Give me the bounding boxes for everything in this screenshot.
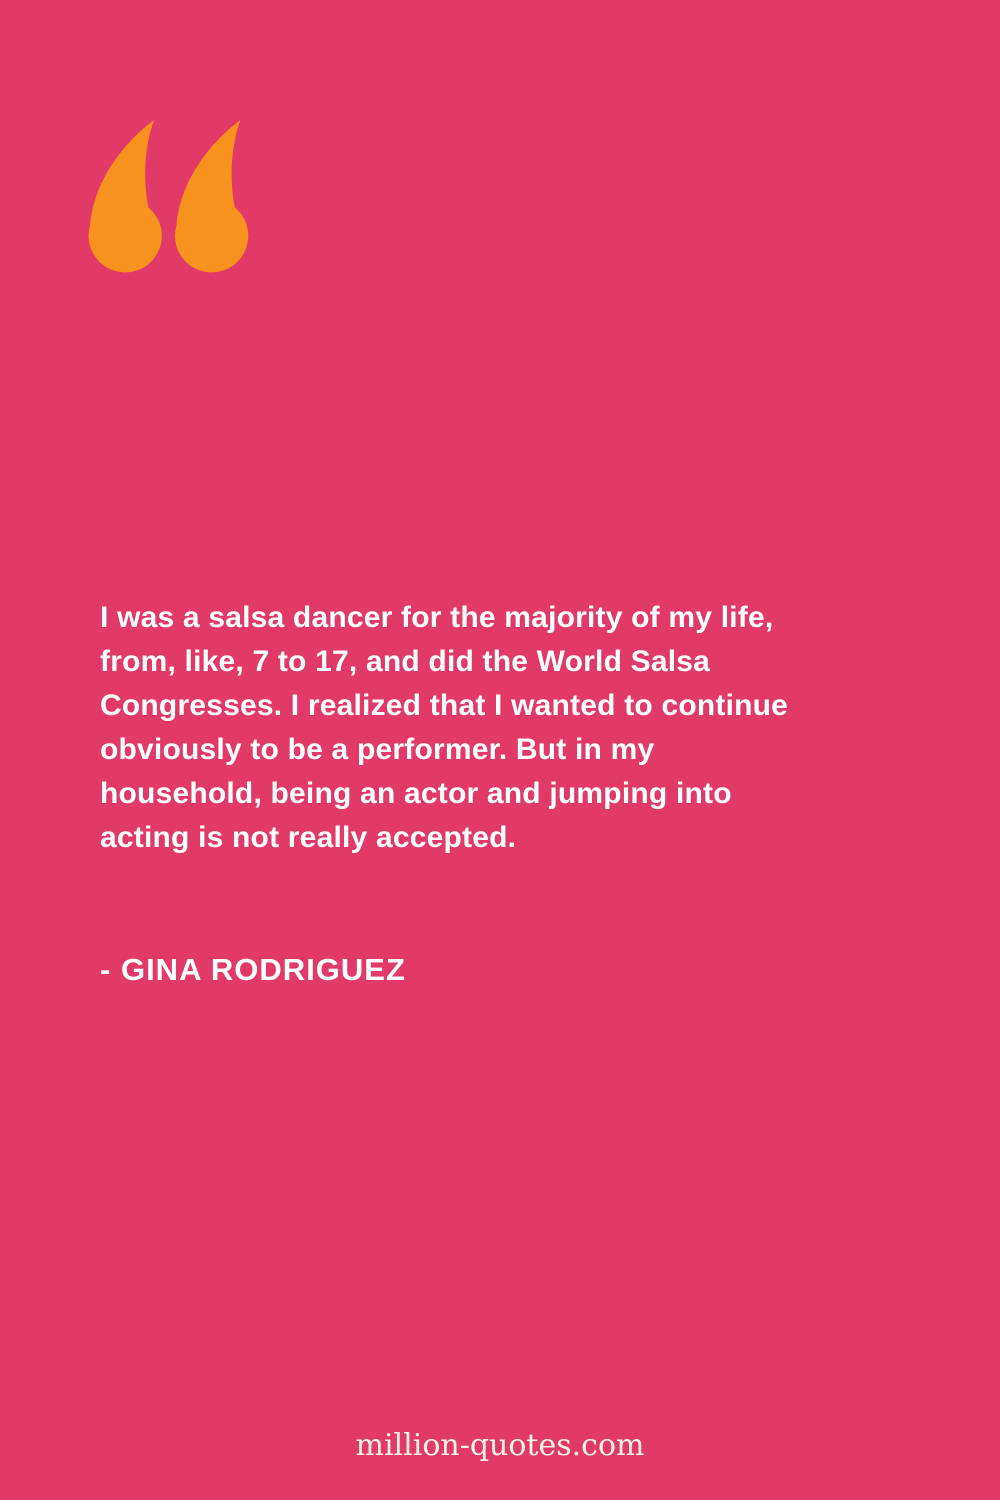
open-quote-icon	[88, 120, 250, 275]
author-name: GINA RODRIGUEZ	[120, 952, 406, 987]
author-dash: -	[100, 952, 112, 987]
quote-author	[100, 952, 406, 988]
quote-text: I was a salsa dancer for the majority of my life, from, like, 7 to 17, and did the World Salsa Congresses. I realized that I wanted to continue obviously to be a performer. But in my household, being an actor and jumping into acting is not really accepted.	[100, 601, 789, 854]
footer-site-name: million-quotes.com	[355, 1428, 645, 1463]
